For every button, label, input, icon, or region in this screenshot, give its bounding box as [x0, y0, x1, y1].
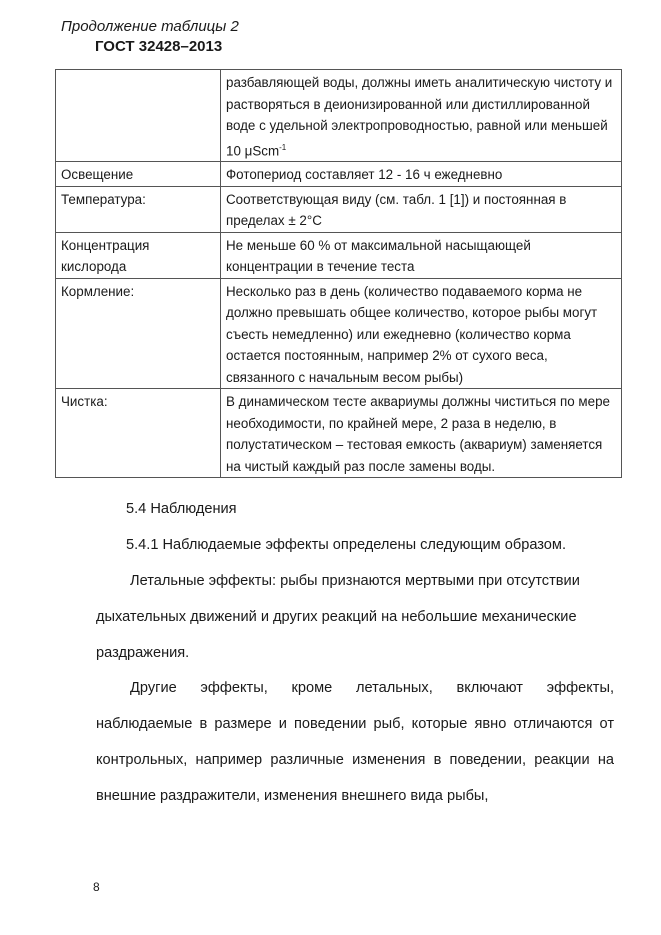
other-effects-text: Другие эффекты, кроме летальных, включают эффекты, наблюдаемые в размере и поведении рыб, которые явно отличаются от контрольных, например различные изменения в поведении, реакции на внешние раздражители, изменения внешнего вида рыбы, — [96, 680, 614, 804]
param-cell: Чистка: — [56, 389, 221, 478]
lethal-line: раздражения. — [96, 645, 190, 661]
value-cell: В динамическом тесте аквариумы должны чиститься по мере необходимости, по крайней мере, 2 раза в неделю, в полустатическом – тестовая емкость (аквариум) заменяется на чистый каждый раз после замены воды. — [221, 389, 622, 478]
lethal-effects-paragraph — [96, 563, 614, 671]
param-cell: Освещение — [56, 162, 221, 187]
table-continuation-label: Продолжение таблицы 2 — [61, 18, 239, 35]
param-cell — [56, 70, 221, 162]
value-text: разбавляющей воды, должны иметь аналитическую чистоту и растворяться в деионизированной или дистиллированной воде с удельной электропроводностью, равной или меньшей 10 μScm — [226, 75, 613, 158]
value-cell: Несколько раз в день (количество подаваемого корма не должно превышать общее количество, которое рыбы могут съесть немедленно) или ежедневно (количество корма остается постоянным, например 2% от сухого веса, связанного с начальным весом рыбы) — [221, 278, 622, 389]
table-row — [56, 70, 622, 162]
param-cell: Температура: — [56, 186, 221, 232]
table-row — [56, 232, 622, 278]
page-number: 8 — [93, 880, 100, 894]
value-cell: Соответствующая виду (см. табл. 1 [1]) и постоянная в пределах ± 2°С — [221, 186, 622, 232]
param-cell: Концентрация кислорода — [56, 232, 221, 278]
value-superscript: -1 — [279, 142, 287, 152]
table-row — [56, 389, 622, 478]
other-effects-paragraph — [96, 670, 614, 814]
table-row — [56, 278, 622, 389]
param-cell: Кормление: — [56, 278, 221, 389]
value-cell — [221, 70, 622, 162]
subsection-heading: 5.4.1 Наблюдаемые эффекты определены следующим образом. — [126, 537, 567, 553]
lethal-line: дыхательных движений и других реакций на небольшие механические — [96, 609, 577, 625]
standard-number: ГОСТ 32428–2013 — [95, 38, 223, 55]
value-cell: Фотопериод составляет 12 - 16 ч ежедневно — [221, 162, 622, 187]
lethal-line: Летальные эффекты: рыбы признаются мертвыми при отсутствии — [130, 573, 580, 589]
table-row — [56, 186, 622, 232]
table-row — [56, 162, 622, 187]
value-cell: Не меньше 60 % от максимальной насыщающей концентрации в течение теста — [221, 232, 622, 278]
section-heading: 5.4 Наблюдения — [126, 501, 237, 517]
conditions-table — [55, 69, 622, 478]
